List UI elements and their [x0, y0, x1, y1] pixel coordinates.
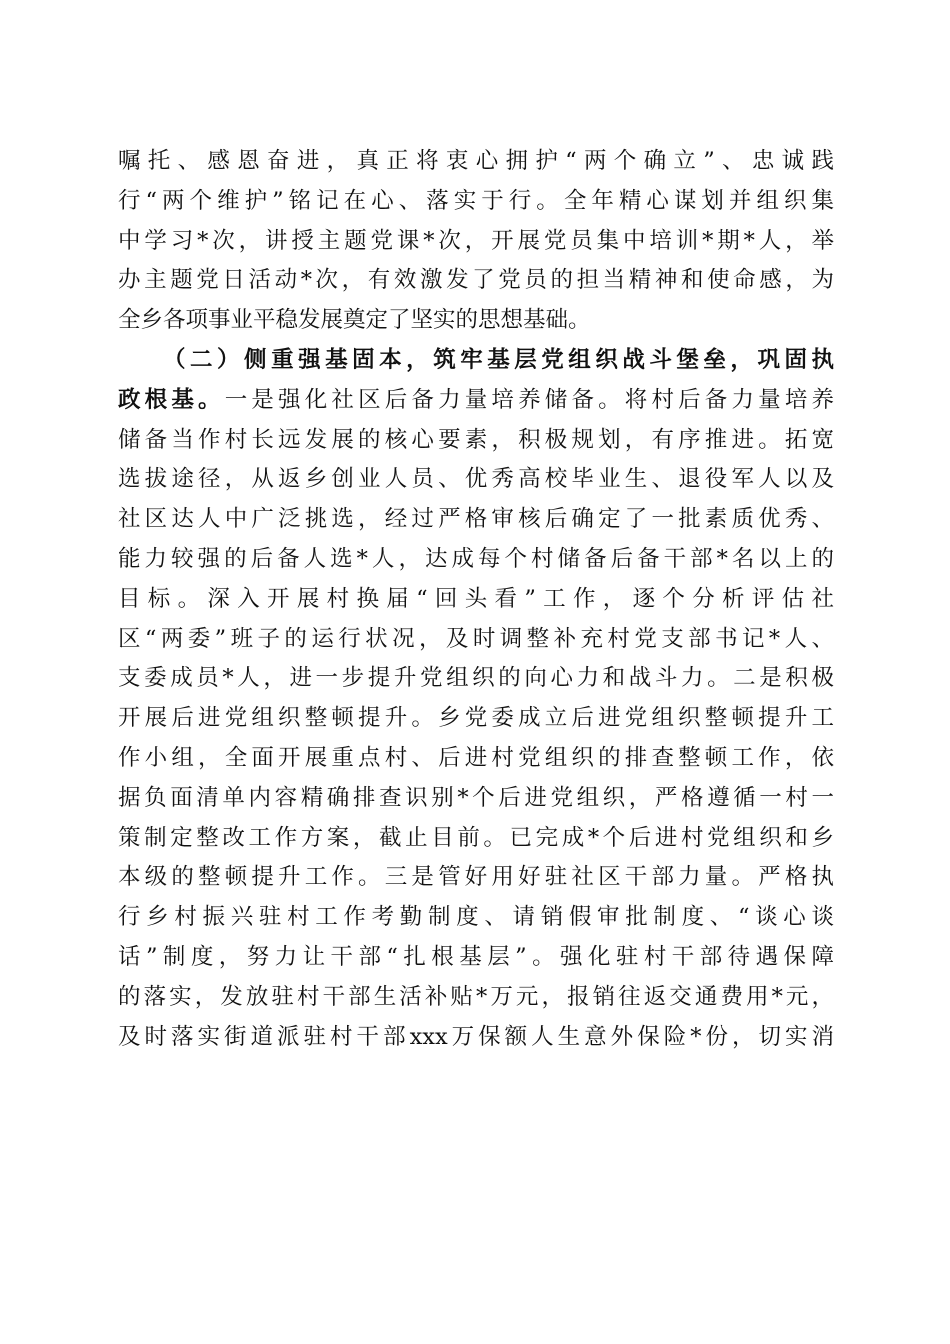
- text-line: 作小组，全面开展重点村、后进村党组织的排查整顿工作，依: [118, 744, 834, 771]
- paragraph-2: [118, 341, 834, 1057]
- text-line: 嘱托、感恩奋进，真正将衷心拥护“两个确立”、忠诚践: [118, 148, 834, 174]
- text-line: 策制定整改工作方案，截止目前。已完成*个后进村党组织和乡: [118, 824, 834, 851]
- text-line: 全乡各项事业平稳发展奠定了坚实的思想基础。: [118, 307, 591, 334]
- text-line: 话”制度，努力让干部“扎根基层”。强化驻村干部待遇保障: [118, 943, 834, 970]
- text-line: 能力较强的后备人选*人，达成每个村储备后备干部*名以上的: [118, 545, 834, 572]
- text-run: 一是强化社区后备力量培养储备。将村后备力量培养: [224, 386, 834, 413]
- text-line: 办主题党日活动*次，有效激发了党员的担当精神和使命感，为: [118, 267, 834, 294]
- text-line: 社区达人中广泛挑选，经过严格审核后确定了一批素质优秀、: [118, 506, 834, 533]
- document-body: [118, 142, 834, 1057]
- section-heading: （二）侧重强基固本，筑牢基层党组织战斗堡垒，巩固执: [163, 346, 834, 373]
- text-line: 行“两个维护”铭记在心、落实于行。全年精心谋划并组织集: [118, 187, 834, 214]
- text-line: [118, 381, 834, 421]
- text-line: 及时落实街道派驻村干部xxx万保额人生意外保险*份，切实消: [118, 1023, 834, 1050]
- text-line: 目标。深入开展村换届“回头看”工作，逐个分析评估社: [118, 585, 834, 612]
- text-line: 中学习*次，讲授主题党课*次，开展党员集中培训*期*人，举: [118, 227, 834, 254]
- text-line: 开展后进党组织整顿提升。乡党委成立后进党组织整顿提升工: [118, 705, 834, 732]
- text-line: 区“两委”班子的运行状况，及时调整补充村党支部书记*人、: [118, 625, 834, 652]
- section-heading-end: 政根基。: [118, 386, 225, 413]
- text-line: 支委成员*人，进一步提升党组织的向心力和战斗力。二是积极: [118, 665, 834, 692]
- text-line: 储备当作村长远发展的核心要素，积极规划，有序推进。拓宽: [118, 426, 834, 453]
- text-line: 本级的整顿提升工作。三是管好用好驻社区干部力量。严格执: [118, 864, 834, 891]
- text-line: 据负面清单内容精确排查识别*个后进党组织，严格遵循一村一: [118, 784, 834, 811]
- text-line: 行乡村振兴驻村工作考勤制度、请销假审批制度、“谈心谈: [118, 904, 834, 931]
- paragraph-1: [118, 142, 834, 341]
- text-line: 的落实，发放驻村干部生活补贴*万元，报销往返交通费用*元，: [118, 983, 834, 1010]
- text-line: 选拔途径，从返乡创业人员、优秀高校毕业生、退役军人以及: [118, 466, 834, 493]
